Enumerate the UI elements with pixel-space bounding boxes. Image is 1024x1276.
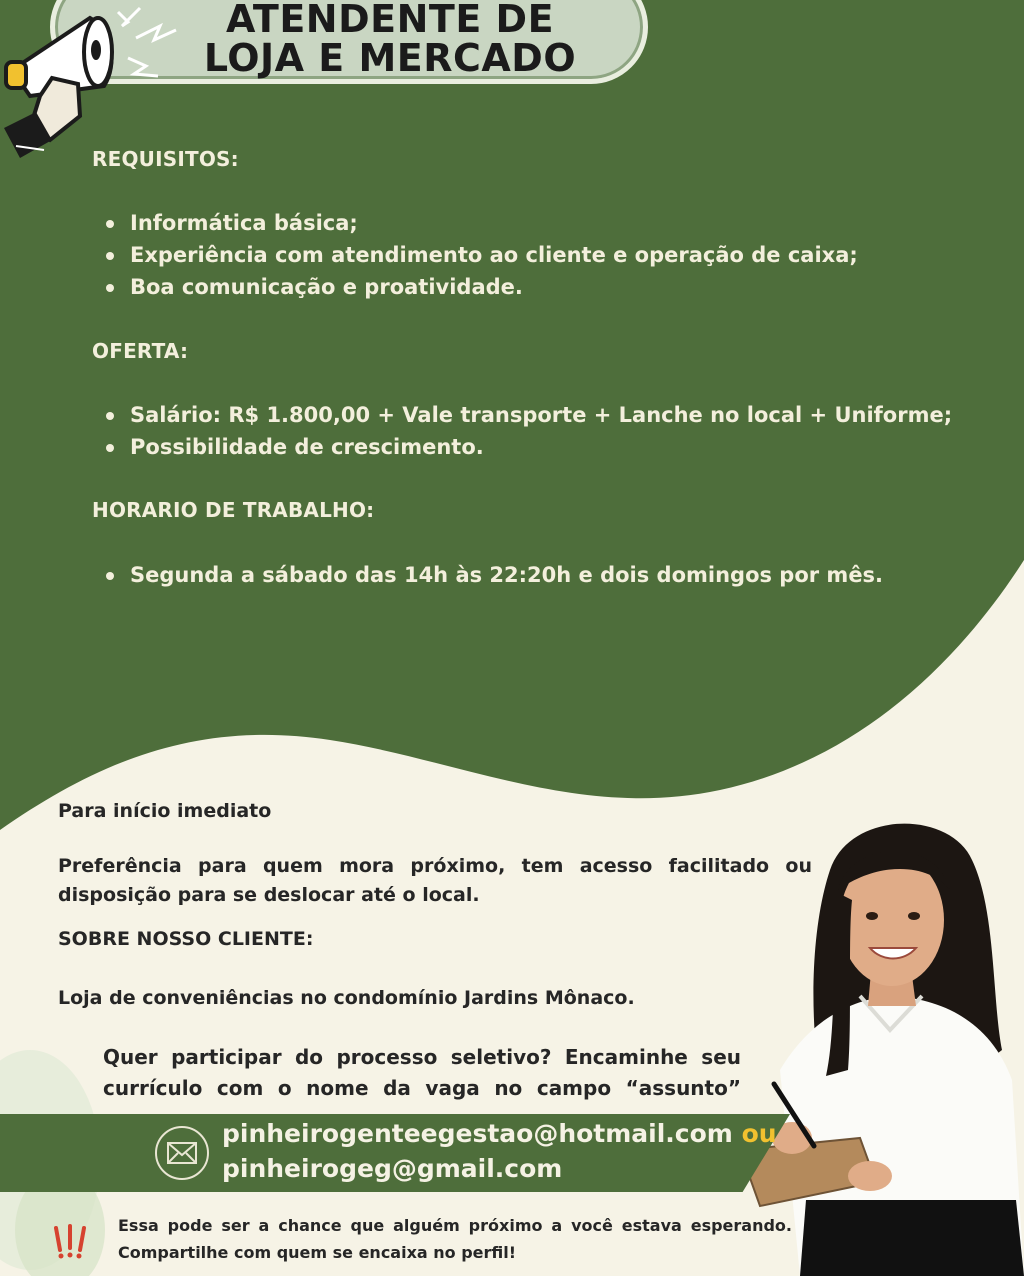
- preference-note: Preferência para quem mora próximo, tem acesso facilitado ou disposição para se deslocar até o local.: [58, 855, 812, 906]
- requisitos-heading: REQUISITOS:: [92, 147, 239, 171]
- recruiter-photo: [740, 820, 1024, 1276]
- client-heading: SOBRE NOSSO CLIENTE:: [58, 928, 314, 950]
- alert-icon: [48, 1224, 92, 1260]
- footer-message: Essa pode ser a chance que alguém próximo a você estava esperando. Compartilhe com quem se encaixa no perfil!: [118, 1216, 792, 1262]
- email-connector: ou: [741, 1119, 777, 1148]
- list-item: Experiência com atendimento ao cliente e operação de caixa;: [104, 239, 858, 271]
- list-item: Informática básica;: [104, 207, 858, 239]
- list-item: Segunda a sábado das 14h às 22:20h e dois domingos por mês.: [104, 559, 883, 591]
- title-line-1: ATENDENTE DE: [225, 0, 555, 41]
- horario-list: [104, 559, 883, 591]
- list-item: Boa comunicação e proatividade.: [104, 271, 858, 303]
- email-line-1: [222, 1119, 777, 1148]
- envelope-icon: [155, 1126, 209, 1180]
- list-item: Possibilidade de crescimento.: [104, 431, 952, 463]
- requisitos-list: [104, 207, 858, 303]
- client-description: Loja de conveniências no condomínio Jardins Mônaco.: [58, 987, 635, 1009]
- megaphone-icon: [0, 0, 190, 170]
- email-secondary[interactable]: pinheirogeg@gmail.com: [222, 1154, 563, 1183]
- horario-heading: HORARIO DE TRABALHO:: [92, 498, 375, 522]
- oferta-heading: OFERTA:: [92, 339, 189, 363]
- email-line-2: [222, 1154, 562, 1183]
- start-note: Para início imediato: [58, 800, 272, 822]
- email-primary[interactable]: pinheirogenteegestao@hotmail.com: [222, 1119, 733, 1148]
- title-line-2: LOJA E MERCADO: [203, 36, 577, 80]
- cta-text: Quer participar do processo seletivo? Encaminhe seu currículo com o nome da vaga no campo “assunto”: [103, 1045, 741, 1100]
- oferta-list: [104, 399, 952, 463]
- list-item: Salário: R$ 1.800,00 + Vale transporte + Lanche no local + Uniforme;: [104, 399, 952, 431]
- page-title: [190, 0, 590, 78]
